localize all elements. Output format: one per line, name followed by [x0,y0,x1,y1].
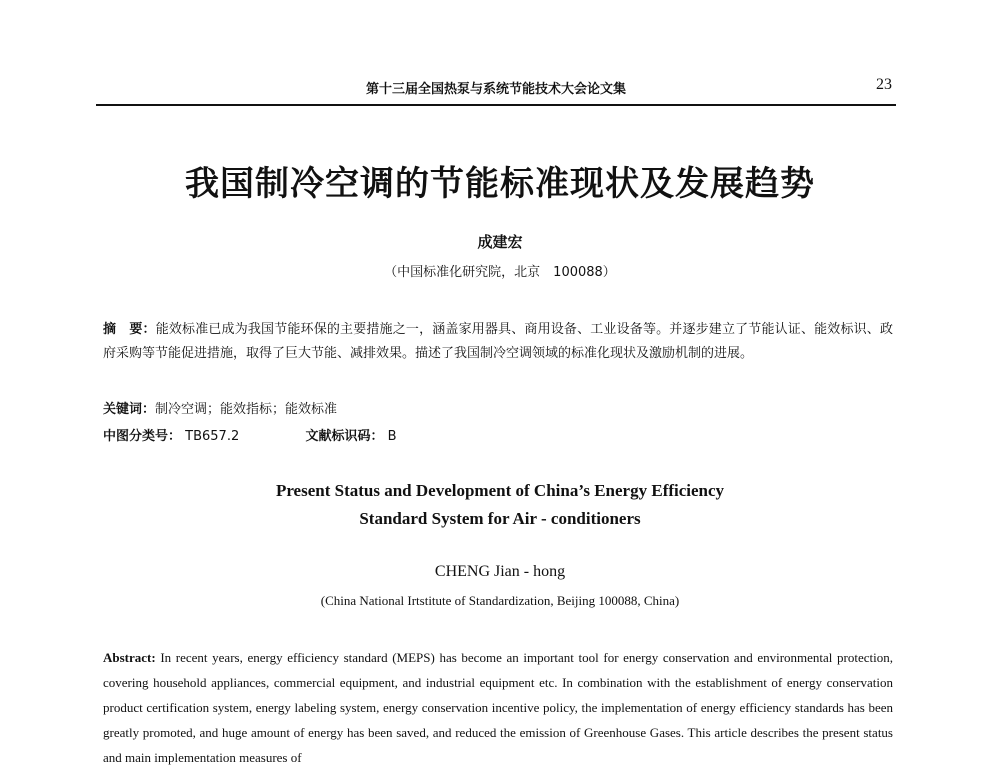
affiliation-cn: （中国标准化研究院，北京 100088） [384,265,616,280]
running-header [96,74,896,106]
keywords-label: 关键词： [103,402,156,417]
abstract-en [103,645,893,770]
paper-title-en [0,477,1000,533]
page-number: 23 [876,76,892,93]
paper-title-en-line2: Standard System for Air - conditioners [359,509,641,528]
classification-line [103,425,397,444]
keywords-cn [103,398,337,417]
abstract-cn [103,318,893,366]
abstract-cn-text: 能效标准已成为我国节能环保的主要措施之一，涵盖家用器具、商用设备、工业设备等。并逐步建立了节能认证、能效标识、政府采购等节能促进措施，取得了巨大节能、减排效果。描述了我国制冷空调领域的标准化现状及激励机制的进展。 [103,322,893,361]
abstract-cn-label: 摘 要： [103,322,156,337]
proceedings-title: 第十三届全国热泵与系统节能技术大会论文集 [365,82,626,97]
clc-label: 中图分类号： [103,429,182,444]
author-cn: 成建宏 [477,233,523,251]
clc-value: TB657.2 [185,429,240,444]
doc-code-label: 文献标识码： [305,429,384,444]
affiliation-en: (China National Irtstitute of Standardization, Beijing 100088, China) [320,593,680,608]
abstract-en-label: Abstract: [103,650,156,665]
keywords-text: 制冷空调；能效指标；能效标准 [155,402,338,417]
abstract-en-text: In recent years, energy efficiency standard (MEPS) has become an important tool for energy conservation and environmental protection, covering household appliances, commercial equipment, and industrial equipment etc. In combination with the establishment of energy conservation product certification system, energy labeling system, energy conservation incentive policy, the implementation of energy efficiency standards has been greatly promoted, and huge amount of energy has been saved, and reduced the emission of Greenhouse Gases. This article describes the present status and main implementation measures of [103,650,893,765]
paper-title-cn: 我国制冷空调的节能标准现状及发展趋势 [185,164,815,204]
doc-code-value: B [387,429,397,444]
paper-title-en-line1: Present Status and Development of China’s Energy Efficiency [275,481,725,500]
author-en: CHENG Jian - hong [434,563,566,580]
